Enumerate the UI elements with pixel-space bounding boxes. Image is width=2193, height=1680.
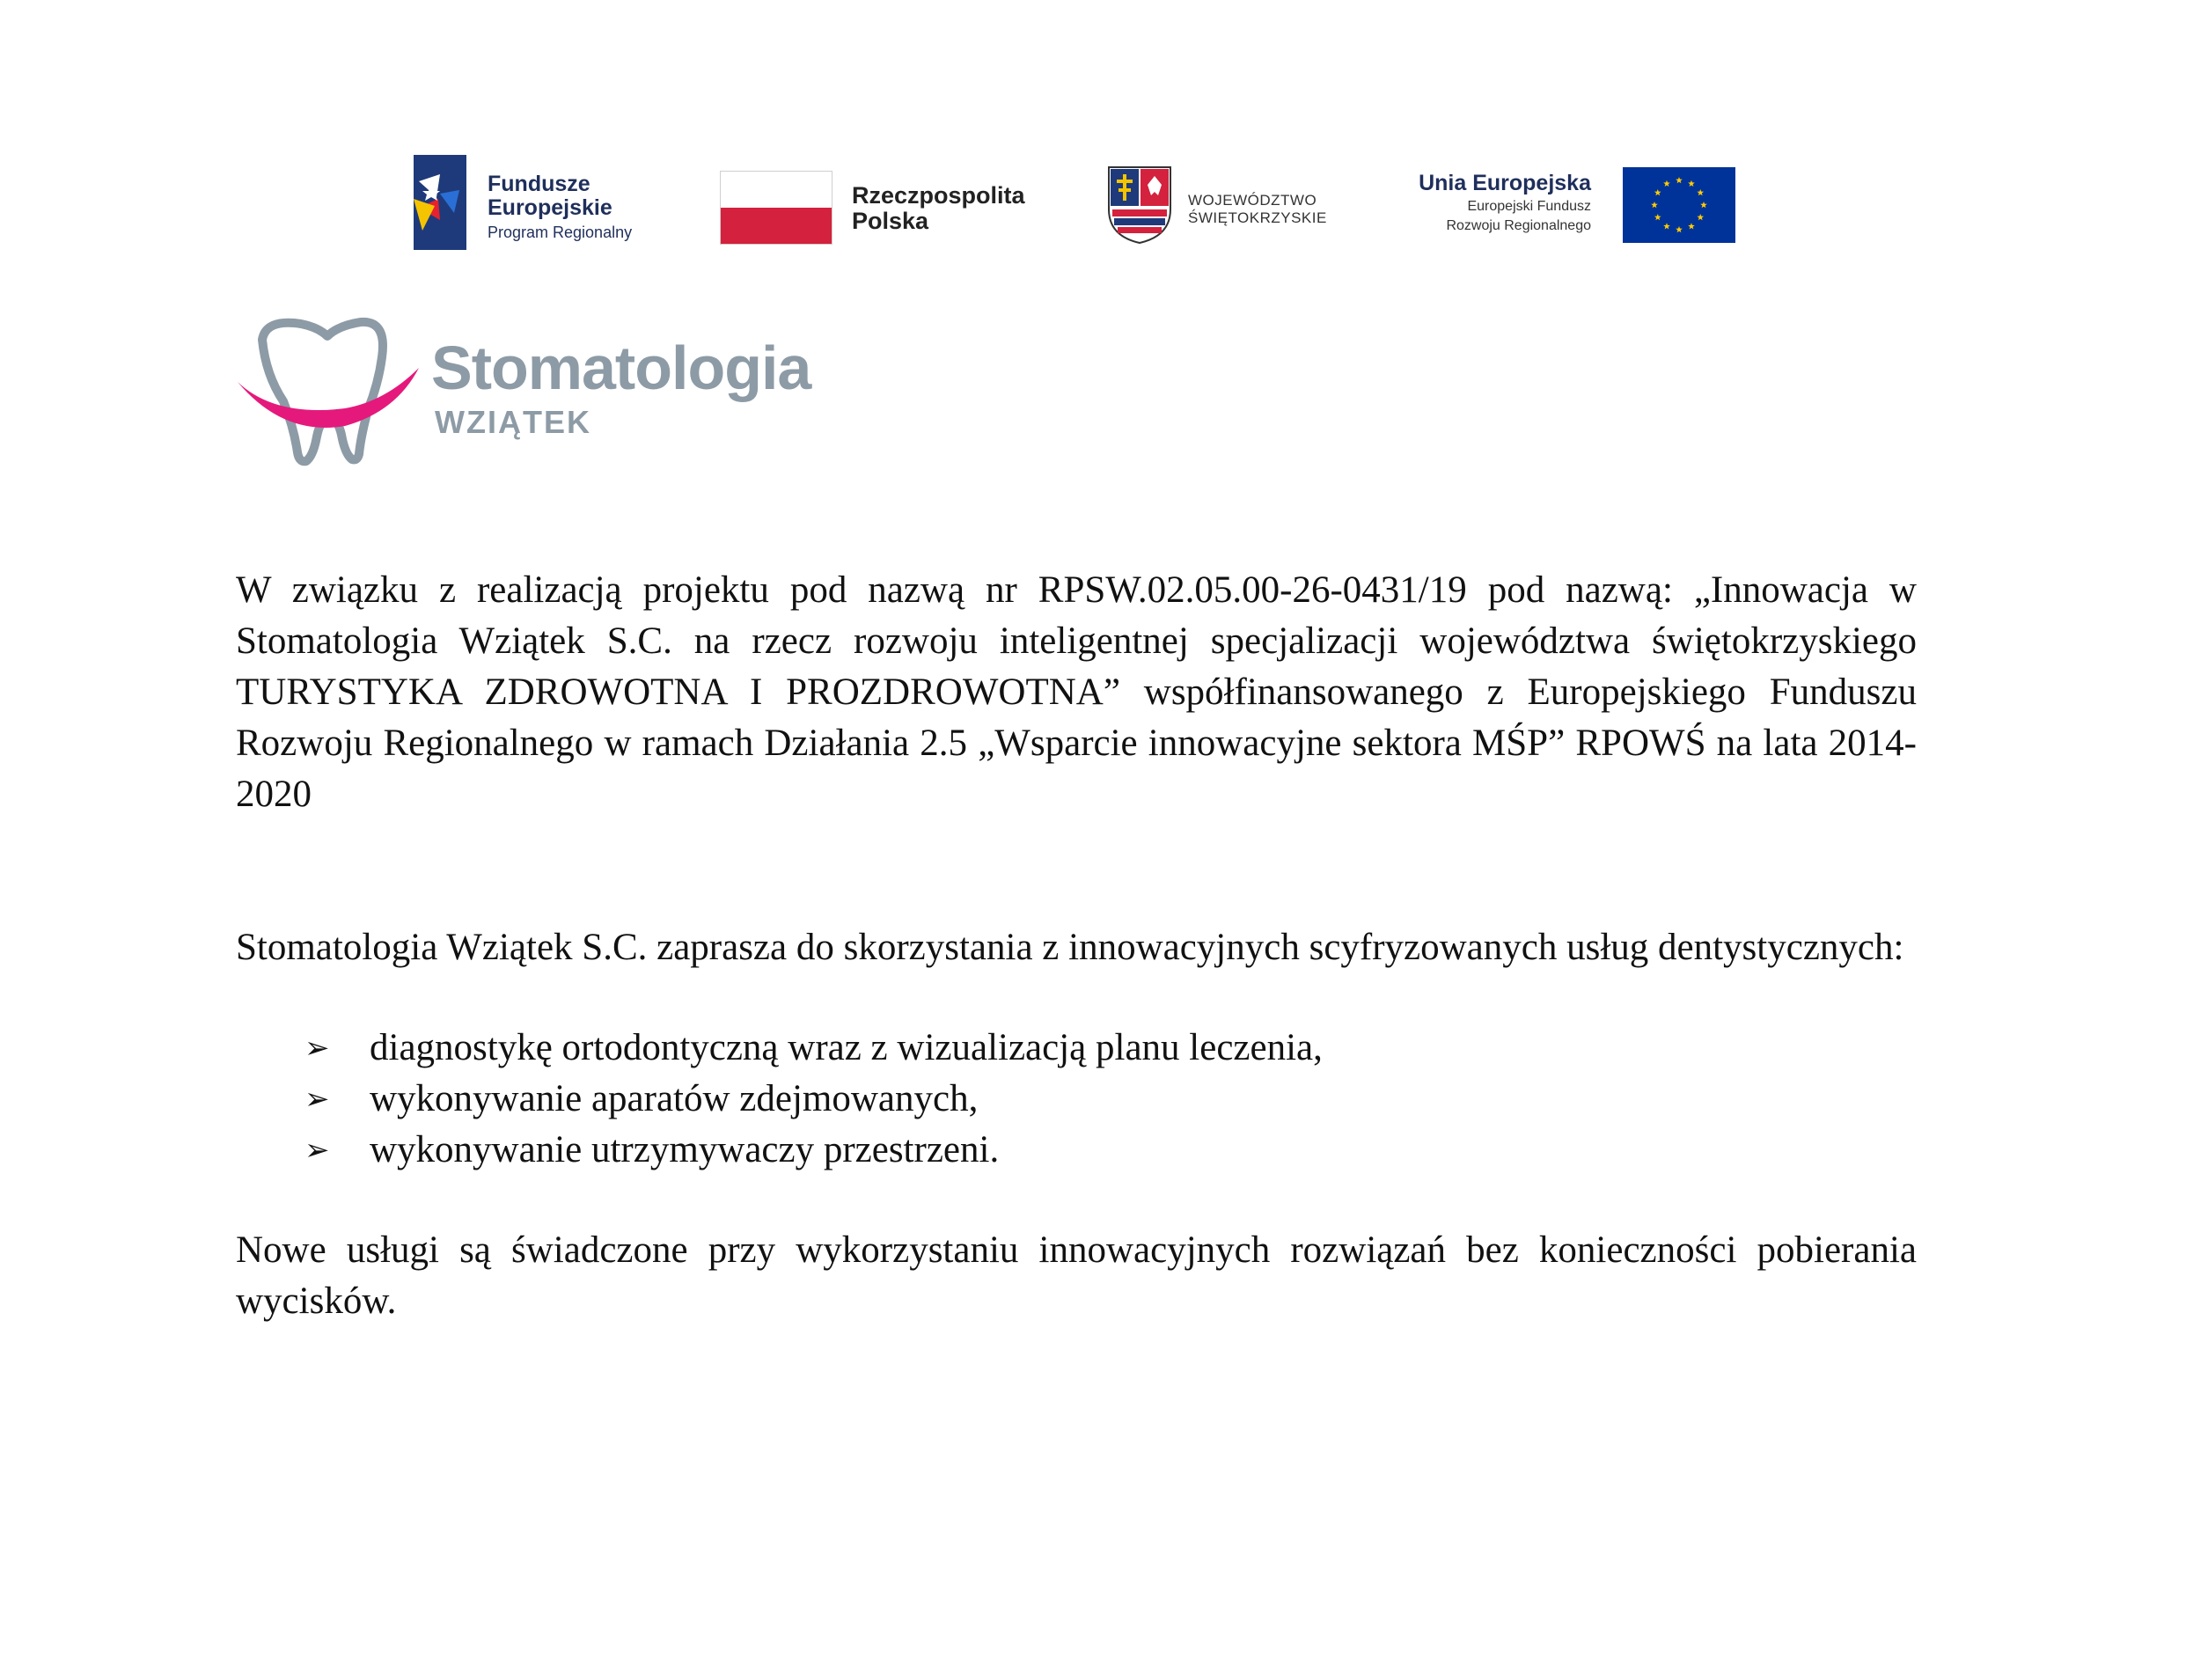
service-text: diagnostykę ortodontyczną wraz z wizualizacją planu leczenia, bbox=[370, 1027, 1323, 1068]
closing-paragraph: Nowe usługi są świadczone przy wykorzystaniu innowacyjnych rozwiązań bez konieczności pobierania wycisków. bbox=[236, 1229, 1917, 1322]
fundusze-line2: Europejskie bbox=[488, 195, 612, 220]
unia-line2: Europejski Fundusz bbox=[1467, 199, 1591, 214]
clinic-name: Stomatologia bbox=[431, 334, 811, 402]
project-paragraph: W związku z realizacją projektu pod nazwą nr RPSW.02.05.00-26-0431/19 pod nazwą: „Innowacja w Stomatologia Wziątek S.C. na rzecz rozwoju inteligentnej specjalizacji województwa świętokrzyskiego TURYSTYKA ZDROWOTNA I PROZDROWOTNA” współfinansowanego z Europejskiego Funduszu Rozwoju Regionalnego w ramach Działania 2.5 „Wsparcie innowacyjne sektora MŚP” RPOWŚ na lata 2014-2020 bbox=[236, 569, 1917, 815]
arrow-bullet-icon: ➢ bbox=[304, 1133, 330, 1168]
service-text: wykonywanie utrzymywaczy przestrzeni. bbox=[370, 1129, 1000, 1170]
eu-flag-icon bbox=[1623, 167, 1735, 243]
services-list bbox=[236, 1023, 1917, 1176]
swietokrzyskie-crest-icon bbox=[1107, 165, 1172, 245]
rzeczpospolita-line2: Polska bbox=[852, 208, 929, 234]
wojewodztwo-line1: WOJEWÓDZTWO bbox=[1188, 192, 1317, 209]
service-text: wykonywanie aparatów zdejmowanych, bbox=[370, 1078, 979, 1119]
list-item bbox=[236, 1074, 1917, 1125]
fundusze-line3: Program Regionalny bbox=[488, 224, 633, 241]
unia-europejska-logo bbox=[1397, 167, 1732, 246]
document-body bbox=[236, 565, 1917, 1327]
list-item bbox=[236, 1125, 1917, 1176]
rzeczpospolita-line1: Rzeczpospolita bbox=[852, 182, 1025, 209]
wojewodztwo-line2: ŚWIĘTOKRZYSKIE bbox=[1188, 209, 1327, 226]
rzeczpospolita-polska-logo bbox=[720, 171, 1072, 250]
list-item bbox=[236, 1023, 1917, 1074]
wojewodztwo-swietokrzyskie-logo bbox=[1107, 165, 1371, 253]
stomatologia-wziatek-logo bbox=[231, 313, 811, 472]
invite-paragraph: Stomatologia Wziątek S.C. zaprasza do skorzystania z innowacyjnych scyfryzowanych usług dentystycznych: bbox=[236, 927, 1904, 968]
tooth-smile-icon bbox=[231, 313, 433, 467]
unia-line1: Unia Europejska bbox=[1419, 171, 1591, 195]
arrow-bullet-icon: ➢ bbox=[304, 1082, 330, 1117]
arrow-bullet-icon: ➢ bbox=[304, 1031, 330, 1066]
fundusze-line1: Fundusze bbox=[488, 172, 590, 196]
poland-flag-icon bbox=[720, 171, 832, 245]
fundusze-europejskie-mark-icon bbox=[414, 155, 466, 250]
unia-line3: Rozwoju Regionalnego bbox=[1446, 218, 1591, 233]
funding-logos-strip bbox=[0, 150, 2193, 255]
fundusze-europejskie-logo bbox=[414, 155, 660, 252]
clinic-subname: WZIĄTEK bbox=[435, 404, 591, 440]
